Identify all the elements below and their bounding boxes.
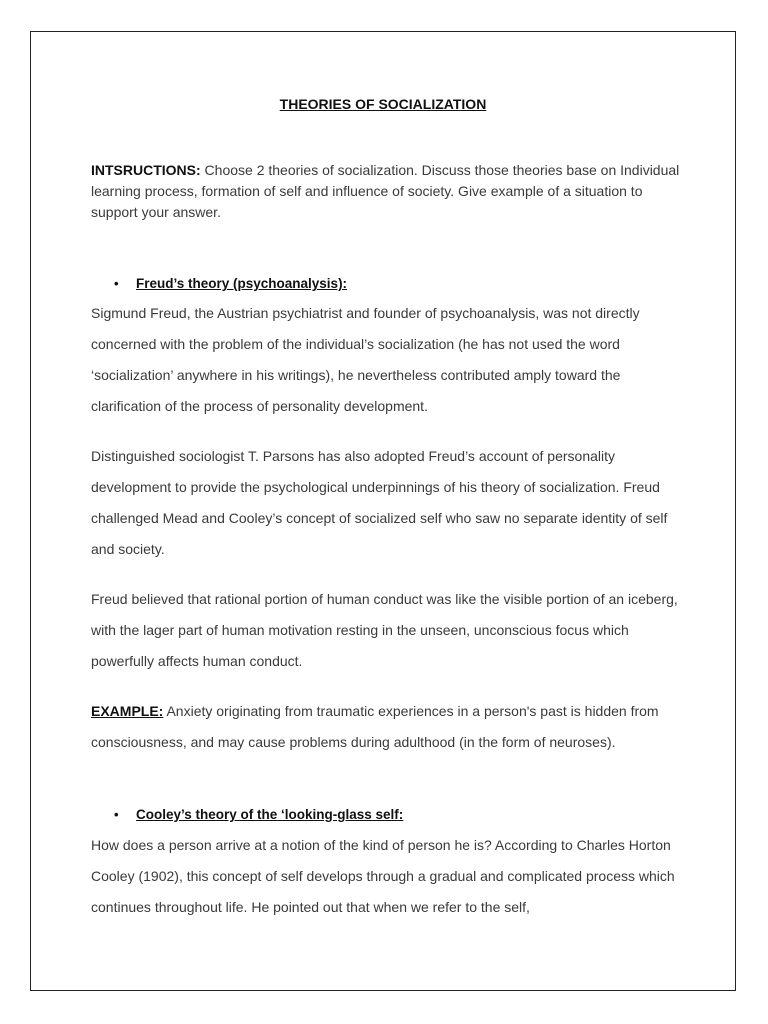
instructions-text: Choose 2 theories of socialization. Discuss those theories base on Individual learning process, formation of self and influence of society. Give example of a situation to support your answer. [91,162,680,220]
cooley-paragraph-1: How does a person arrive at a notion of the kind of person he is? According to Charles Horton Cooley (1902), this concept of self develops through a gradual and complicated process which continues throughout life. He pointed out that when we refer to the self, [91,837,675,915]
document-page [30,31,736,991]
freud-paragraph-3: Freud believed that rational portion of human conduct was like the visible portion of an iceberg, with the lager part of human motivation resting in the unseen, unconscious focus which powerfully affects human conduct. [91,591,678,669]
bullet-icon: • [114,807,119,822]
freud-example-paragraph [91,696,691,758]
freud-heading [114,275,347,293]
freud-heading-text: Freud’s theory (psychoanalysis): [136,276,348,291]
freud-paragraph-1: Sigmund Freud, the Austrian psychiatrist and founder of psychoanalysis, was not directly concerned with the problem of the individual’s socialization (he has not used the word ‘socialization’ anywhere in his writings), he nevertheless contributed amply toward the clarification of the process of personality development. [91,305,640,414]
cooley-heading [114,806,403,824]
bullet-icon: • [114,276,119,291]
freud-paragraph-2: Distinguished sociologist T. Parsons has also adopted Freud’s account of personality development to provide the psychological underpinnings of his theory of socialization. Freud challenged Mead and Cooley’s concept of socialized self who saw no separate identity of self and society. [91,448,668,557]
instructions-paragraph [91,160,691,223]
cooley-heading-text: Cooley’s theory of the ‘looking-glass self: [136,807,404,822]
example-text: Anxiety originating from traumatic experiences in a person's past is hidden from consciousness, and may cause problems during adulthood (in the form of neuroses). [91,703,659,750]
instructions-label: INTSRUCTIONS: [91,162,201,178]
example-label: EXAMPLE: [91,703,164,719]
document-title: THEORIES OF SOCIALIZATION [279,96,487,112]
